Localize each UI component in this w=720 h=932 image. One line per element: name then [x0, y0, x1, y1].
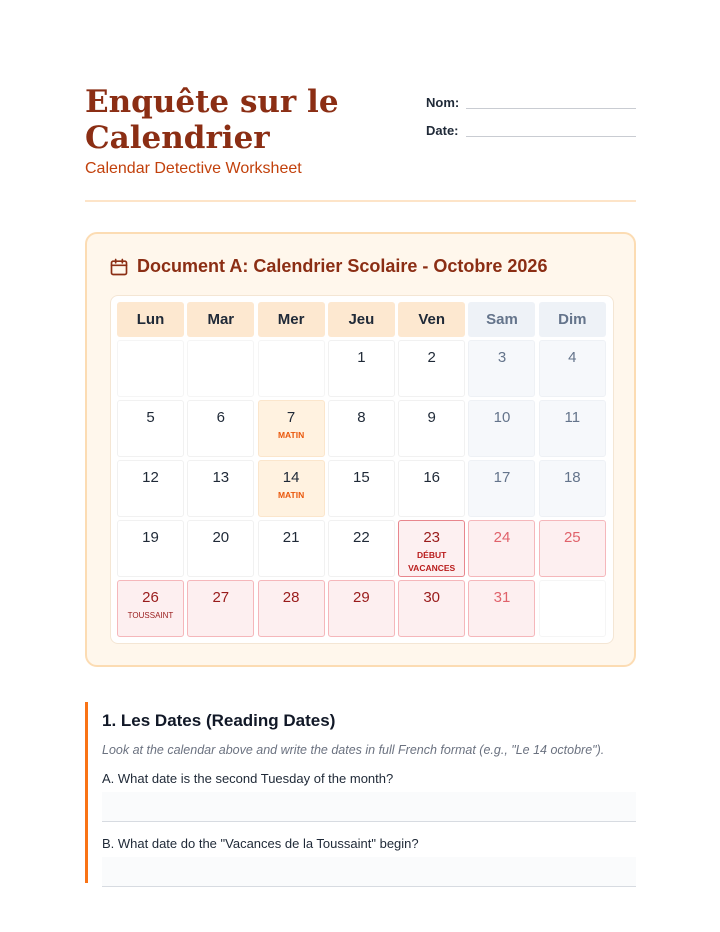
name-field[interactable] [426, 88, 636, 110]
debut-label: DÉBUT [417, 550, 447, 560]
document-title [109, 256, 547, 277]
day-number: 22 [353, 529, 370, 546]
calendar-cell-empty [117, 340, 184, 397]
day-number: 13 [212, 469, 230, 486]
calendar-day-18 [539, 460, 606, 517]
calendar-day-24 [468, 520, 535, 577]
calendar-day-9 [398, 400, 465, 457]
day-number: 16 [423, 469, 441, 486]
day-number: 12 [142, 469, 159, 486]
question-b: B. What date do the "Vacances de la Toussaint" begin? [102, 836, 419, 851]
calendar-icon [109, 257, 129, 277]
calendar-cell-empty [187, 340, 254, 397]
calendar-day-11 [539, 400, 606, 457]
student-fields [426, 88, 636, 144]
calendar-day-15 [328, 460, 395, 517]
day-number: 8 [357, 409, 366, 426]
calendar-day-16 [398, 460, 465, 517]
calendar-panel [110, 295, 614, 644]
day-number: 11 [564, 409, 581, 426]
section-description: Look at the calendar above and write the dates in full French format (e.g., "Le 14 octobre"). [102, 743, 605, 757]
day-number: 26 [142, 589, 159, 606]
answer-a-field[interactable] [102, 792, 636, 822]
day-number: 18 [563, 469, 581, 486]
day-number: 9 [427, 409, 436, 426]
day-number: 23 [423, 529, 441, 546]
day-number: 28 [282, 589, 300, 606]
day-header-lun: Lun [117, 302, 184, 337]
day-number: 10 [493, 409, 511, 426]
day-number: 20 [212, 529, 230, 546]
calendar-day-25 [539, 520, 606, 577]
day-header-mer: Mer [258, 302, 325, 337]
calendar-day-8 [328, 400, 395, 457]
day-header-dim: Dim [539, 302, 606, 337]
calendar-day-5 [117, 400, 184, 457]
calendar-day-30 [398, 580, 465, 637]
section-reading-dates [85, 702, 636, 883]
worksheet-subtitle: Calendar Detective Worksheet [85, 160, 302, 177]
answer-b-field[interactable] [102, 857, 636, 887]
calendar-day-17 [468, 460, 535, 517]
day-header-mar: Mar [187, 302, 254, 337]
date-label: Date: [426, 123, 459, 138]
day-header-jeu: Jeu [328, 302, 395, 337]
debut-vacances-note [399, 549, 464, 575]
worksheet-title: Enquête sur le Calendrier [85, 84, 339, 156]
day-number: 17 [493, 469, 511, 486]
day-number: 27 [212, 589, 230, 606]
worksheet-header [85, 84, 636, 202]
day-number: 30 [423, 589, 441, 606]
calendar-day-19 [117, 520, 184, 577]
calendar-day-4 [539, 340, 606, 397]
document-a-card [85, 232, 636, 667]
calendar-day-21 [258, 520, 325, 577]
calendar-day-1 [328, 340, 395, 397]
date-field[interactable] [426, 116, 636, 138]
toussaint-note: TOUSSAINT [127, 611, 174, 620]
day-number: 2 [427, 349, 436, 366]
date-line[interactable] [466, 136, 636, 137]
vacances-label: VACANCES [408, 563, 456, 573]
day-number: 4 [568, 349, 577, 366]
day-number: 29 [353, 589, 370, 606]
day-header-sam: Sam [468, 302, 535, 337]
calendar-day-2 [398, 340, 465, 397]
day-number: 25 [563, 529, 581, 546]
calendar-cell-empty [539, 580, 606, 637]
calendar-day-14 [258, 460, 325, 517]
calendar-day-10 [468, 400, 535, 457]
day-number: 31 [493, 589, 511, 606]
calendar-day-29 [328, 580, 395, 637]
matin-note: MATIN [277, 490, 305, 500]
document-title-text: Document A: Calendrier Scolaire - Octobre 2026 [137, 256, 548, 276]
day-number: 19 [142, 529, 159, 546]
calendar-grid [117, 302, 606, 637]
calendar-day-31 [468, 580, 535, 637]
calendar-day-12 [117, 460, 184, 517]
name-label: Nom: [426, 95, 460, 110]
day-number: 6 [216, 409, 225, 426]
day-number: 14 [282, 469, 300, 486]
calendar-day-28 [258, 580, 325, 637]
calendar-day-7 [258, 400, 325, 457]
name-line[interactable] [466, 108, 636, 109]
day-number: 24 [493, 529, 511, 546]
day-number: 7 [286, 409, 296, 426]
calendar-day-6 [187, 400, 254, 457]
day-header-ven: Ven [398, 302, 465, 337]
day-number: 1 [357, 349, 366, 366]
question-a: A. What date is the second Tuesday of the month? [102, 771, 394, 786]
matin-note: MATIN [277, 430, 305, 440]
day-number: 5 [146, 409, 155, 426]
calendar-day-26 [117, 580, 184, 637]
day-number: 21 [282, 529, 300, 546]
calendar-day-23 [398, 520, 465, 577]
calendar-day-3 [468, 340, 535, 397]
day-number: 3 [497, 349, 507, 366]
calendar-day-13 [187, 460, 254, 517]
calendar-day-20 [187, 520, 254, 577]
section-title: 1. Les Dates (Reading Dates) [102, 711, 336, 730]
calendar-cell-empty [258, 340, 325, 397]
day-number: 15 [353, 469, 370, 486]
calendar-day-27 [187, 580, 254, 637]
calendar-day-22 [328, 520, 395, 577]
